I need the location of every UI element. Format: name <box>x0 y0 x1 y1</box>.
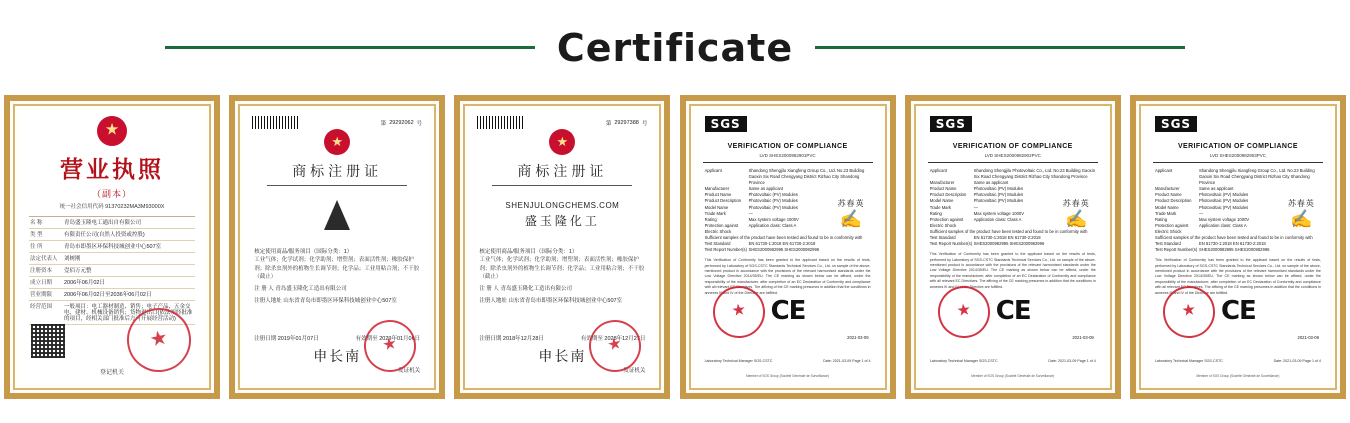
table-row: Model Name Photovoltaic (PV) Modules <box>929 198 1024 204</box>
signature-mark-icon: ✍ <box>1065 209 1088 229</box>
field-key: 注册资本 <box>30 267 53 274</box>
registrant-row <box>479 285 645 293</box>
trademark-body <box>244 248 430 306</box>
license-title: 营业执照 <box>60 157 164 183</box>
signer-name: 苏春英 <box>1287 199 1315 208</box>
table-row: Product Name Photovoltaic (PV) Modules <box>1154 192 1249 198</box>
table-row: Applicant Shandong Shengjilu Photovoltaic Co., Ltd. No.23 Building Gaoxin Six Road Chengyang District Rizhao City Shandong Province <box>929 168 1096 180</box>
certificate-paper <box>469 110 655 384</box>
valid-until: 有效期至 2029年01月06日 <box>355 336 421 342</box>
certificate-frame <box>238 104 436 390</box>
page-number: Date: 2021-03-09 Page 1 of 4 <box>823 358 871 363</box>
table-row: Trade Mark — <box>929 204 978 210</box>
field-text: 山东省青岛市即墨区环保科技城创业中心507室 <box>283 298 397 305</box>
wordmark-line-1: SHENJULONGCHEMS.COM <box>505 201 620 210</box>
table-row <box>29 241 195 253</box>
sgs-logo: SGS <box>930 116 972 132</box>
table-row: Test Standard EN 61730-1:2018 EN 61730-2:2018 <box>1154 241 1266 247</box>
wordmark-line-2: 盛玉隆化工 <box>524 214 600 228</box>
register-date: 注册日期 2019年01月07日 <box>254 336 319 342</box>
table-row: Product Description Photovoltaic (PV) Modules <box>929 192 1024 198</box>
china-national-emblem-icon <box>97 116 127 146</box>
field-label: 注册人地址 <box>479 298 507 305</box>
certificate-card-sgs-1[interactable] <box>680 95 896 399</box>
table-row: Protection against Electric Shock Application class: Class A <box>929 216 1022 228</box>
table-row: Trade Mark — <box>704 210 753 216</box>
table-row: Protection against Electric Shock Application class: Class A <box>1154 222 1247 234</box>
certificate-paper <box>19 110 205 384</box>
sgs-statement: This Verification of Conformity has been granted to the applicant based on the results of tests, performed by Laboratory of SGS-CSTC Standards Technical Services Co., Ltd. on sample of the above-mentioned product in accordance with the provisions of the relevant harmonised standards under the Low Voltage Directive 2014/35/EU. The CE marking as shown below can be affixed, under the responsibility of the manufacturer, after completion of an EC Declaration of Conformity and compliance with all relevant EC Directives. The affixing of the CE marking presumes in addition that the conditions in annexes III and IV of the Directive are fulfilled. <box>1154 258 1321 295</box>
ce-mark-icon: CE <box>995 296 1031 326</box>
license-subtitle: （副本） <box>91 189 132 199</box>
register-date: 注册日期 2018年12月28日 <box>479 336 544 342</box>
china-national-emblem-icon <box>324 129 350 155</box>
sgs-cert-number: LVD SHES2000982901PVC <box>759 153 816 158</box>
page-title: Certificate <box>556 25 794 70</box>
table-row <box>29 289 195 301</box>
table-row: Product Name Photovoltaic (PV) Modules <box>704 192 798 198</box>
sgs-logo: SGS <box>705 116 747 132</box>
table-row: Model Name Photovoltaic (PV) Modules <box>1154 204 1249 210</box>
divider <box>1153 162 1323 163</box>
table-row: Product Description Photovoltaic (PV) Modules <box>1154 198 1249 204</box>
table-row: Test Report Number(s) SHES2000982995 SHES2000982996 <box>704 247 820 253</box>
header-rule-right <box>815 46 1185 49</box>
signer-title: Laboratory Technical Manager SGS-CSTC <box>1154 358 1223 363</box>
field-text: 工业气体；化学试剂；化学助剂；增塑剂；表面活性剂；橡胶保护剂；除杀虫剂外的植物生长调节剂；化学品；工业用粘合剂；不干胶（截止） <box>254 257 420 280</box>
issue-date: 2021-03-09 <box>1297 335 1319 340</box>
field-key: 法定代表人 <box>30 255 58 262</box>
table-row: Rating Max system voltage 1000V <box>929 210 1025 216</box>
section-header <box>0 0 1350 95</box>
field-label: 注 册 人 <box>479 286 499 292</box>
sgs-title: VERIFICATION OF COMPLIANCE <box>952 143 1073 150</box>
field-text: 山东省青岛市即墨区环保科技城创业中心507室 <box>508 298 623 305</box>
trademark-mark-image <box>469 186 655 244</box>
field-key: 营业期限 <box>30 291 53 298</box>
certificate-card-sgs-2[interactable] <box>905 95 1121 399</box>
footnote: Member of SGS Group (Société Générale de Surveillance) <box>971 373 1055 378</box>
table-row <box>29 229 195 241</box>
number-value: 29297388 <box>614 119 639 126</box>
triangle-logo-icon <box>324 200 350 230</box>
certificate-frame <box>914 104 1112 390</box>
table-row: Applicant Shandong Shengjilu Xiangfeng Group Co., Ltd. No.23 Building Gaoxin Six Road Chengyang District Rizhao City Shandong Province <box>704 168 865 186</box>
page-number: Date: 2021-03-09 Page 1 of 4 <box>1273 358 1321 363</box>
field-value: 2006年06月02日 <box>64 279 105 286</box>
table-row: Protection against Electric Shock Application class: Class A <box>704 222 797 234</box>
certificate-paper <box>920 110 1106 384</box>
number-label: 第 <box>605 120 612 127</box>
issuer-label: 发证机关 <box>398 368 421 374</box>
ce-mark-icon: CE <box>770 296 806 326</box>
table-row: Model Name Photovoltaic (PV) Modules <box>704 204 798 210</box>
license-header <box>19 110 205 200</box>
signer-name: 苏春英 <box>837 199 865 208</box>
license-register-label: 登记机关 <box>99 370 124 376</box>
sgs-statement: This Verification of Conformity has been granted to the applicant based on the results of tests, performed by Laboratory of SGS-CSTC Standards Technical Services Co., Ltd. on sample of the above-mentioned product in accordance with the provisions of the relevant harmonised standards under the Low Voltage Directive 2014/35/EU. The CE marking as shown below can be affixed, under the responsibility of the manufacturer, after completion of an EC Declaration of Conformity and compliance with all relevant EC Directives. The affixing of the CE marking presumes in addition that the conditions in annexes III and IV of the Directive are fulfilled. <box>704 258 871 295</box>
certificate-paper <box>244 110 430 384</box>
issuer-label: 发证机关 <box>623 368 646 374</box>
table-row <box>29 217 195 229</box>
signer-title: Laboratory Technical Manager SGS-CSTC <box>704 358 773 363</box>
field-key: 住 所 <box>30 243 43 250</box>
signature-mark-icon: ✍ <box>839 209 863 229</box>
signature-block <box>1063 198 1090 228</box>
field-key: 成立日期 <box>30 279 53 286</box>
trademark-number <box>606 119 648 127</box>
certificate-paper <box>695 110 881 384</box>
table-row: Manufacturer Same as applicant <box>929 180 1009 186</box>
certificate-card-trademark-1[interactable] <box>229 95 445 399</box>
divider <box>928 162 1098 163</box>
table-row: Applicant Shandong Shengjilu Xiangfeng Group Co., Ltd. No.23 Building Gaoxin Six Road Chengyang District Rizhao City Shandong Province <box>1154 168 1315 186</box>
table-row: Test Standard EN 61730-1:2018 EN 61730-2:2018 <box>704 241 816 247</box>
footnote: Member of SGS Group (Société Générale de Surveillance) <box>1196 373 1280 378</box>
field-key: 名 称 <box>30 219 43 226</box>
certificate-frame <box>13 104 211 390</box>
sgs-title: VERIFICATION OF COMPLIANCE <box>727 143 848 150</box>
certificate-card-business-license[interactable] <box>4 95 220 399</box>
valid-until: 有效期至 2028年12月27日 <box>580 336 646 342</box>
trademark-body <box>469 248 655 306</box>
sgs-logo: SGS <box>1155 116 1197 132</box>
red-official-seal <box>934 283 993 342</box>
trademark-header <box>244 110 430 129</box>
wordmark <box>505 200 619 230</box>
field-text: 工业气体；化学试剂；化学助剂；增塑剂；表面活性剂；橡胶保护剂；除杀虫剂外的植物生长调节剂；化学品；工业用粘合剂；不干胶（截止） <box>479 257 645 280</box>
certificate-card-trademark-2[interactable] <box>454 95 670 399</box>
table-row <box>29 277 195 289</box>
sgs-title: VERIFICATION OF COMPLIANCE <box>1177 143 1298 150</box>
certificate-frame <box>689 104 887 390</box>
certificate-card-sgs-3[interactable] <box>1130 95 1346 399</box>
signature-block <box>838 198 865 228</box>
header-rule-left <box>165 46 535 49</box>
barcode-icon <box>252 116 298 129</box>
signature-block <box>1288 198 1315 228</box>
registrant-address-row <box>254 297 420 305</box>
table-row: Sufficient samples of the product have been tested and found to be in conformity with <box>704 235 863 241</box>
registrant-row <box>254 285 420 293</box>
divider <box>703 162 873 163</box>
trademark-title: 商标注册证 <box>292 163 383 179</box>
table-row: Test Report Number(s) SHES2000982995 SHES2000982996 <box>1154 247 1270 253</box>
license-code: 统一社会信用代码 91370232MA3M93000X <box>59 204 165 210</box>
sgs-statement: This Verification of Conformity has been granted to the applicant based on the results of tests, performed by Laboratory of SGS-CSTC Standards Technical Services Co., Ltd. on sample of the above-mentioned product in accordance with the provisions of the relevant harmonised standards under the Low Voltage Directive 2014/35/EU. The CE marking as shown below can be affixed, under the responsibility of the manufacturer, after completion of an EC Declaration of Conformity and compliance with all relevant EC Directives. The affixing of the CE marking presumes in addition that the conditions in annexes III and IV of the Directive are fulfilled. <box>929 252 1096 289</box>
field-value: 2006年06月02日至2036年06月02日 <box>64 291 152 298</box>
field-value: 壹佰万元整 <box>64 267 92 274</box>
field-label: 注 册 人 <box>254 286 274 292</box>
table-row: Product Description Photovoltaic (PV) Modules <box>704 198 798 204</box>
table-row: Sufficient samples of the product have been tested and found to be in conformity with <box>1154 235 1313 241</box>
field-value: 青岛盛玉隆电工通出自有限公司 <box>64 219 142 226</box>
footnote: Member of SGS Group (Société Générale de Surveillance) <box>746 373 830 378</box>
barcode-icon <box>477 116 523 129</box>
signer-name: 苏春英 <box>1062 199 1090 208</box>
field-label: 核定使用商品/服务项目（国际分类：1） <box>254 249 353 255</box>
trademark-header <box>469 110 655 129</box>
certificate-frame <box>1139 104 1337 390</box>
handwritten-signature: 申长南 <box>538 349 587 365</box>
table-row: Manufacturer Same as applicant <box>704 186 784 192</box>
china-national-emblem-icon <box>549 129 575 155</box>
sgs-cert-number: LVD SHES2000982902PVC <box>984 153 1041 158</box>
sgs-cert-number: LVD SHES2000982903PVC <box>1209 153 1267 158</box>
field-key: 经营范围 <box>30 303 53 310</box>
handwritten-signature: 申长南 <box>313 349 362 365</box>
page-number: Date: 2021-03-09 Page 1 of 4 <box>1048 358 1096 363</box>
field-label: 核定使用商品/服务项目（国际分类：1） <box>479 249 578 255</box>
registrant-address-row <box>479 297 645 305</box>
table-row: Manufacturer Same as applicant <box>1154 186 1234 192</box>
signature-mark-icon: ✍ <box>1290 209 1313 229</box>
ce-mark-icon: CE <box>1220 296 1256 326</box>
certificate-paper <box>1145 110 1331 384</box>
trademark-number <box>381 119 423 127</box>
field-label: 注册人地址 <box>254 298 282 305</box>
table-row: Test Standard EN 61730-1:2018 EN 61730-2:2018 <box>929 235 1041 241</box>
field-key: 类 型 <box>30 231 43 238</box>
number-unit: 号 <box>641 120 648 127</box>
table-row <box>29 253 195 265</box>
issue-date: 2021-03-09 <box>847 335 869 340</box>
field-text: 青岛盛玉隆化工造出有限公司 <box>275 286 347 292</box>
field-value: 青岛市即墨区环保科技城创业中心507室 <box>64 243 162 250</box>
field-value: 有限责任公司(自然人投资或控股) <box>64 231 145 238</box>
number-unit: 号 <box>416 120 423 127</box>
trademark-title: 商标注册证 <box>517 163 608 179</box>
table-row: Rating Max system voltage 1000V <box>1154 216 1250 222</box>
field-text: 青岛盛玉隆化工造出有限公司 <box>500 286 572 292</box>
table-row: Trade Mark — <box>1154 210 1204 216</box>
qr-code <box>31 324 65 358</box>
issue-date: 2021-03-09 <box>1072 335 1094 340</box>
table-row: Test Report Number(s) SHES2000982995 SHES2000982996 <box>929 241 1045 247</box>
certificate-frame <box>463 104 661 390</box>
field-value: 一般项目：电工器材制造、销售；电子产品、五金交电、建材、机械设备销售；货物进出口(依法须经批准的项目，经相关部门批准后方可开展经营活动) <box>64 303 193 322</box>
table-row: Sufficient samples of the product have been tested and found to be in conformity with <box>929 228 1088 234</box>
number-label: 第 <box>380 120 387 127</box>
table-row: Rating Max system voltage 1000V <box>704 216 799 222</box>
trademark-mark-image <box>244 186 430 244</box>
certificate-list <box>0 95 1350 399</box>
number-value: 29292062 <box>389 119 414 126</box>
field-value: 刘树刚 <box>64 255 81 262</box>
signer-title: Laboratory Technical Manager SGS-CSTC <box>929 358 998 363</box>
table-row: Product Name Photovoltaic (PV) Modules <box>929 186 1024 192</box>
table-row <box>29 265 195 277</box>
